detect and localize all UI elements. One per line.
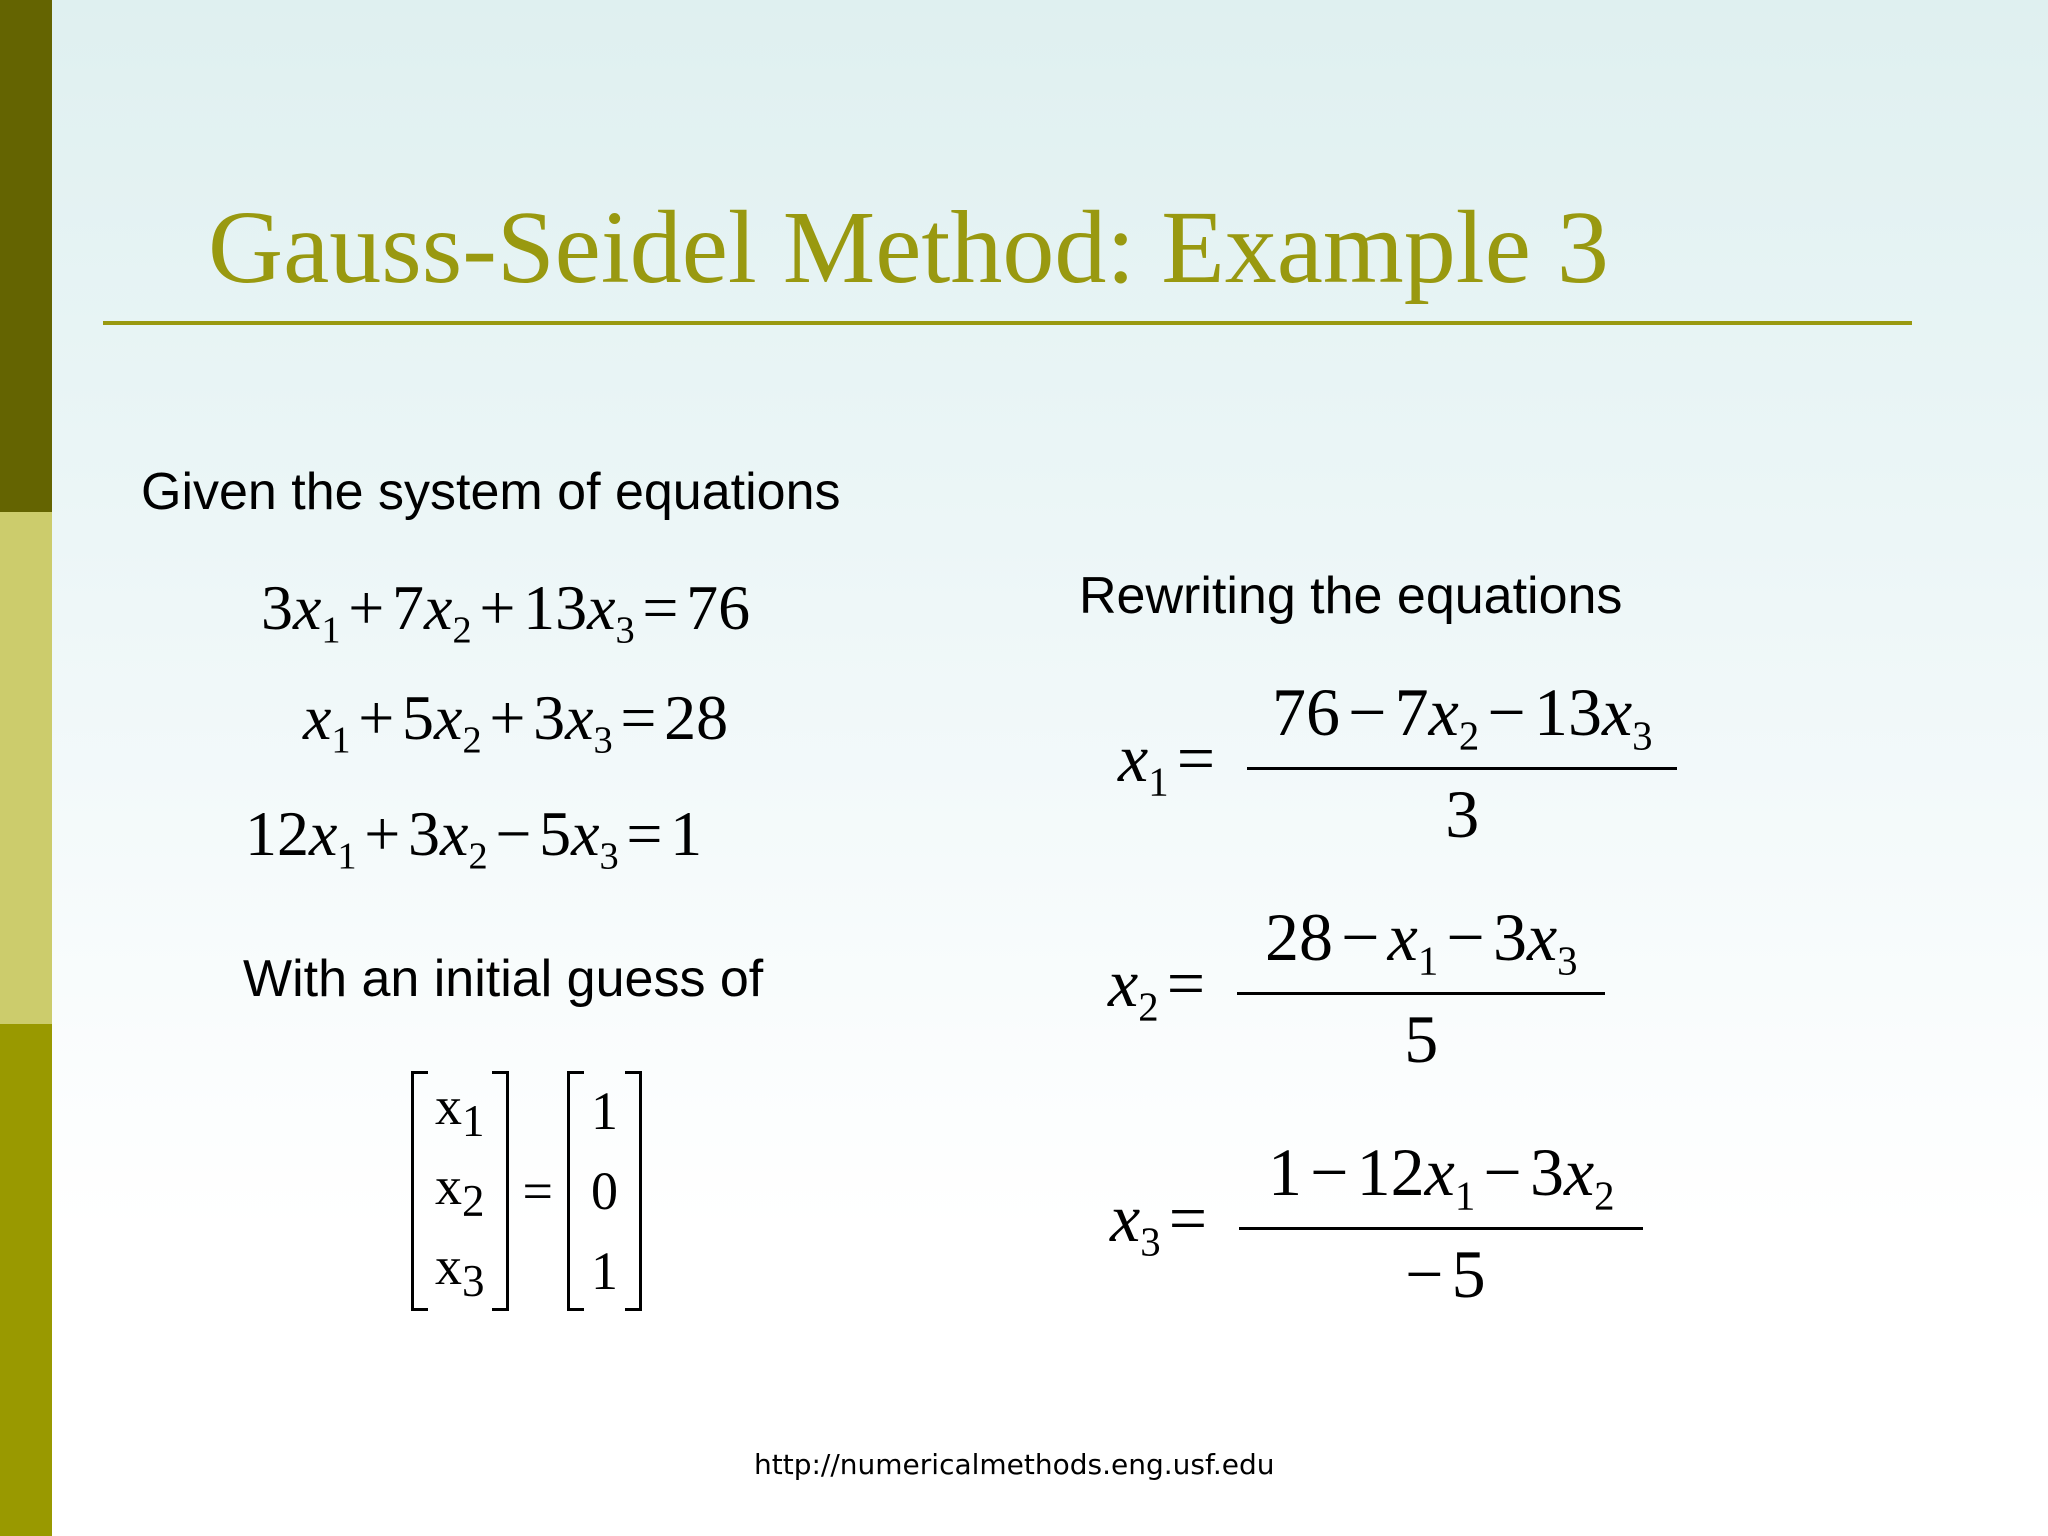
denominator [1404,995,1439,1078]
variable: $x_2$ [435,1156,485,1226]
number: 5 [539,798,572,869]
vector-entry [435,1075,485,1147]
fraction [1247,674,1677,853]
variable: $x_1$ [309,798,357,878]
side-bar-light [0,512,52,1024]
variable: $x_1$ [303,682,351,762]
number: 3 [408,798,441,869]
variable: $x_3$ [587,572,635,652]
initial-guess-matrix [411,1071,642,1311]
side-bar-olive [0,1024,52,1536]
operator: + [479,572,516,643]
fraction [1237,899,1605,1078]
numerator [1268,674,1657,767]
variable: $x_2$ [424,572,472,652]
number: 76 [1272,674,1340,750]
equals-sign: = [522,1161,553,1221]
guess-label: With an initial guess of [243,950,764,1008]
fraction [1239,1134,1643,1313]
operator: = [642,572,679,643]
number: 12 [1356,1134,1425,1210]
operator: − [1310,1134,1349,1210]
variable: $x_2$ [440,798,488,878]
operator: + [489,682,526,753]
number: 12 [245,798,309,869]
number: 3 [261,572,293,643]
number: 28 [664,682,729,753]
vector-entry: 1 [590,1241,618,1301]
operator: − [1341,899,1380,975]
number: 13 [523,572,588,643]
operator: + [348,572,385,643]
number: 1 [1268,1134,1302,1210]
given-label: Given the system of equations [141,463,841,521]
number: 13 [1533,674,1602,750]
number: 76 [686,572,751,643]
variable: $x_3$ [435,1236,485,1306]
number: 1 [670,798,703,869]
value-vector [567,1071,642,1311]
footer-url: http://numericalmethods.eng.usf.edu [754,1448,1275,1481]
lhs [1118,719,1223,804]
number: 7 [1394,674,1429,750]
number: 3 [1529,1134,1564,1210]
rewrite-label: Rewriting the equations [1079,567,1623,625]
variable: $x_2$ [1563,1134,1615,1219]
numerator [1261,899,1582,992]
variable: $x_3$ [571,798,619,878]
variable: $x_1$ [1424,1134,1476,1219]
operator: − [1483,1134,1522,1210]
operator: = [626,798,663,869]
number: 5 [402,682,435,753]
variable: $x_1$ [1387,899,1439,984]
variable: $x_3$ [565,682,613,762]
title-underline [103,321,1912,325]
rewritten-x2 [1108,899,1605,1078]
numerator [1264,1134,1619,1227]
equation-1 [261,572,751,652]
variable: $x_1$ [435,1076,485,1146]
variable: $x_1$ [1118,719,1169,804]
variable-vector [411,1071,509,1311]
number: 5 [1451,1236,1486,1313]
operator: = [620,682,657,753]
slide-title: Gauss-Seidel Method: Example 3 [208,190,1609,305]
rewritten-x3 [1110,1134,1643,1313]
vector-entry [435,1155,485,1227]
operator: = [1176,719,1216,796]
number: 28 [1265,899,1333,975]
operator: + [364,798,401,869]
vector-entry [435,1235,485,1307]
operator: − [495,798,532,869]
lhs [1108,944,1213,1029]
variable: $x_3$ [1526,899,1578,984]
variable: $x_3$ [1601,674,1653,759]
operator: − [1405,1236,1444,1313]
number: 5 [1404,1001,1439,1078]
operator: − [1487,674,1526,750]
number: 3 [1445,776,1480,853]
equation-3 [245,798,703,878]
operator: + [358,682,395,753]
operator: = [1168,1179,1208,1256]
number: 3 [1492,899,1527,975]
vector-entry: 1 [590,1081,618,1141]
number: 3 [533,682,566,753]
operator: − [1348,674,1387,750]
denominator [1397,1230,1486,1313]
rewritten-x1 [1118,674,1677,853]
number: 7 [392,572,425,643]
denominator [1445,770,1480,853]
operator: = [1166,944,1206,1021]
operator: − [1446,899,1485,975]
vector-entry: 0 [590,1161,618,1221]
equation-2 [303,682,729,762]
variable: $x_2$ [434,682,482,762]
variable: $x_1$ [293,572,341,652]
side-bar-dark [0,0,52,512]
variable: $x_3$ [1110,1179,1161,1264]
variable: $x_2$ [1108,944,1159,1029]
lhs [1110,1179,1215,1264]
variable: $x_2$ [1428,674,1480,759]
